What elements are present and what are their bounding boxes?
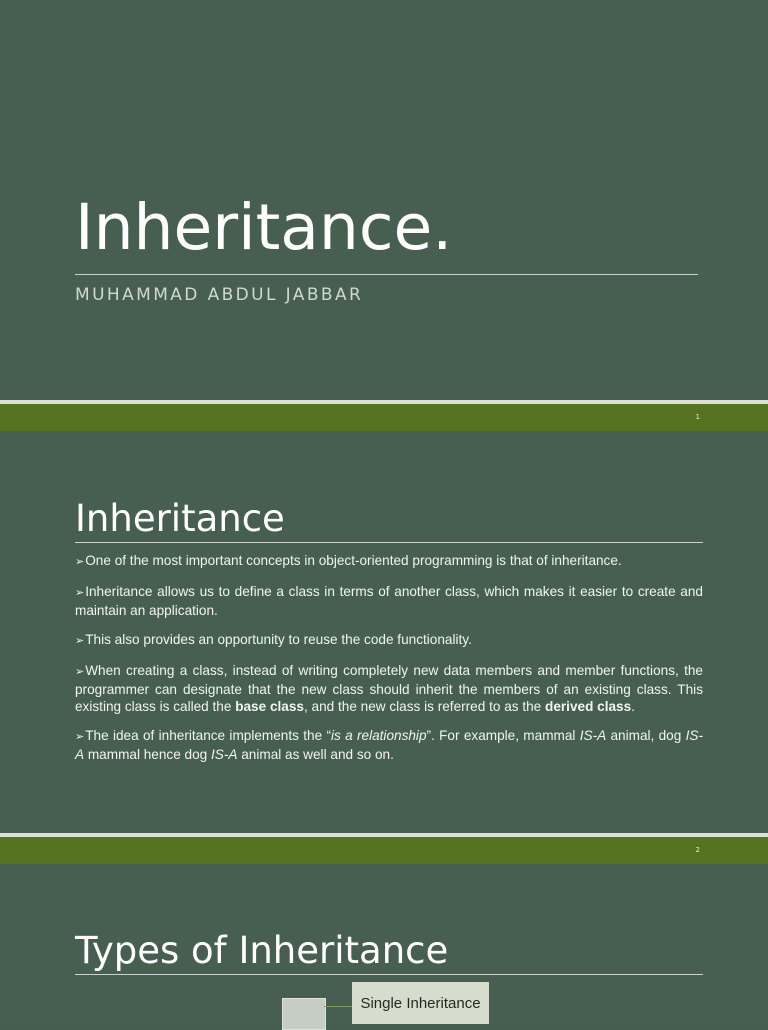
bullet-text: IS-A [75,728,703,762]
bullet-list [75,552,703,775]
bullet-text: animal as well and so on. [237,747,394,762]
bullet-text: is a relationship [330,728,427,743]
bullet-text: , and the new class is referred to as the [303,699,546,714]
diagram-base-class-box [282,998,326,1030]
bullet-text: One of the most important concepts in object-oriented programming is that of inheritance. [85,553,622,568]
slide-divider-1 [0,400,768,431]
heading-underline [75,974,703,975]
slide-title: Inheritance. [75,191,453,264]
diagram-single-inheritance-box: Single Inheritance [352,982,489,1024]
arrow-bullet-icon: ➢ [75,666,85,678]
arrow-bullet-icon: ➢ [75,731,85,743]
page-number: 2 [695,846,700,854]
bullet-item [75,727,703,763]
slide-heading: Types of Inheritance [75,929,449,972]
bullet-item [75,552,703,571]
bullet-text: base class [235,699,304,714]
bullet-text: When creating a class, instead of writing completely new data members and member functions, the programmer can designate that the new class should inherit the members of an existing class. This existing class is called the [75,663,703,714]
heading-underline [75,542,703,543]
bullet-text: mammal hence dog [84,747,212,762]
arrow-bullet-icon: ➢ [75,587,85,599]
diagram-connector [324,1006,352,1007]
bullet-item [75,662,703,715]
bullet-text: . [631,699,635,714]
bullet-text: derived class [545,699,632,714]
bullet-text: animal, dog [606,728,686,743]
slide-1 [0,0,768,400]
arrow-bullet-icon: ➢ [75,556,85,568]
page-number: 1 [695,413,700,421]
slide-subtitle-author: MUHAMMAD ABDUL JABBAR [75,285,364,305]
bullet-text: IS-A [211,747,238,762]
slide-3 [0,866,768,1024]
slide-heading: Inheritance [75,497,285,540]
title-underline [75,274,698,275]
slide-divider-2 [0,833,768,864]
bullet-item [75,631,703,650]
bullet-text: The idea of inheritance implements the “ [85,728,331,743]
slide-2 [0,432,768,832]
divider-green-band [0,837,768,864]
bullet-text: Inheritance allows us to define a class in terms of another class, which makes it easier to create and maintain an application. [75,584,703,618]
bullet-text: IS-A [579,728,607,743]
bullet-item [75,583,703,619]
arrow-bullet-icon: ➢ [75,635,85,647]
divider-green-band [0,404,768,431]
bullet-text: ”. For example, mammal [426,728,580,743]
bullet-text: This also provides an opportunity to reuse the code functionality. [85,632,472,647]
